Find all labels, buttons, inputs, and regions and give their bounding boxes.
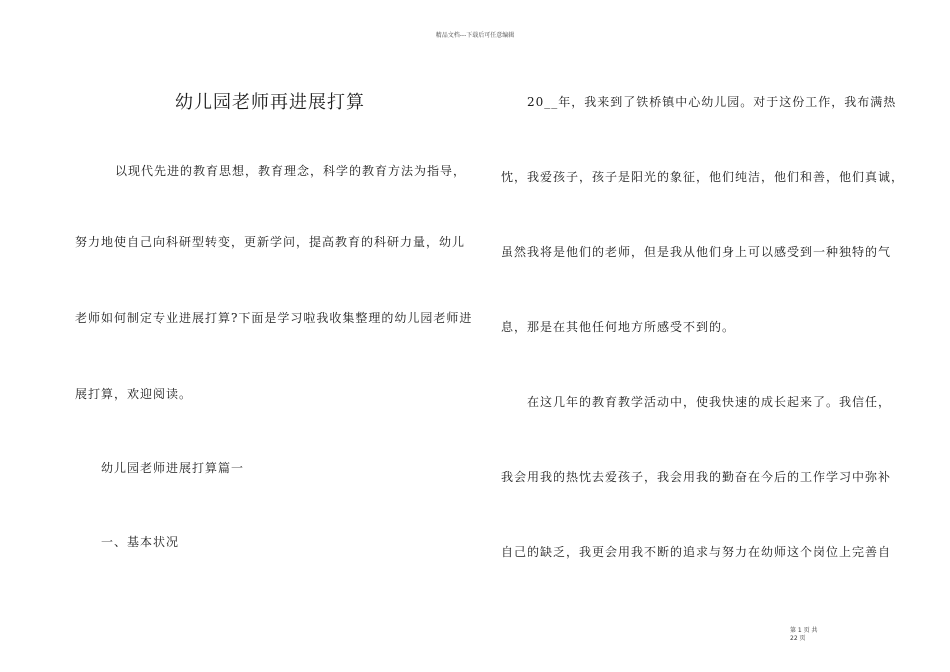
subsection-heading: 一、基本状况 — [101, 535, 180, 549]
right-line-5: 在这几年的教育教学活动中，使我快速的成长起来了。我信任， — [527, 395, 892, 409]
page-number: 第 1 页 共 22 页 — [790, 627, 818, 642]
right-line-3: 虽然我将是他们的老师，但是我从他们身上可以感受到一种独特的气 — [501, 245, 892, 259]
right-line-1: 20__年，我来到了铁桥镇中心幼儿园。对于这份工作，我布满热 — [527, 95, 897, 109]
left-line-3: 老师如何制定专业进展打算?下面是学习啦我收集整理的幼儿园老师进 — [75, 311, 473, 325]
left-line-1: 以现代先进的教育思想，教育理念，科学的教育方法为指导， — [115, 164, 467, 178]
left-line-2: 努力地使自己向科研型转变，更新学问，提高教育的科研力量，幼儿 — [75, 235, 466, 249]
section-heading: 幼儿园老师进展打算篇一 — [101, 461, 245, 475]
right-line-4: 息，那是在其他任何地方所感受不到的。 — [501, 320, 736, 334]
right-line-2: 忱，我爱孩子，孩子是阳光的象征，他们纯洁，他们和善，他们真诚， — [501, 170, 905, 184]
right-line-6: 我会用我的热忱去爱孩子，我会用我的勤奋在今后的工作学习中弥补 — [501, 470, 892, 484]
page-header: 精品文档---下载后可任意编辑 — [435, 32, 515, 39]
left-line-4: 展打算，欢迎阅读。 — [75, 387, 193, 401]
right-line-7: 自己的缺乏，我更会用我不断的追求与努力在幼师这个岗位上完善自 — [501, 545, 892, 559]
document-title: 幼儿园老师再进展打算 — [175, 92, 365, 113]
